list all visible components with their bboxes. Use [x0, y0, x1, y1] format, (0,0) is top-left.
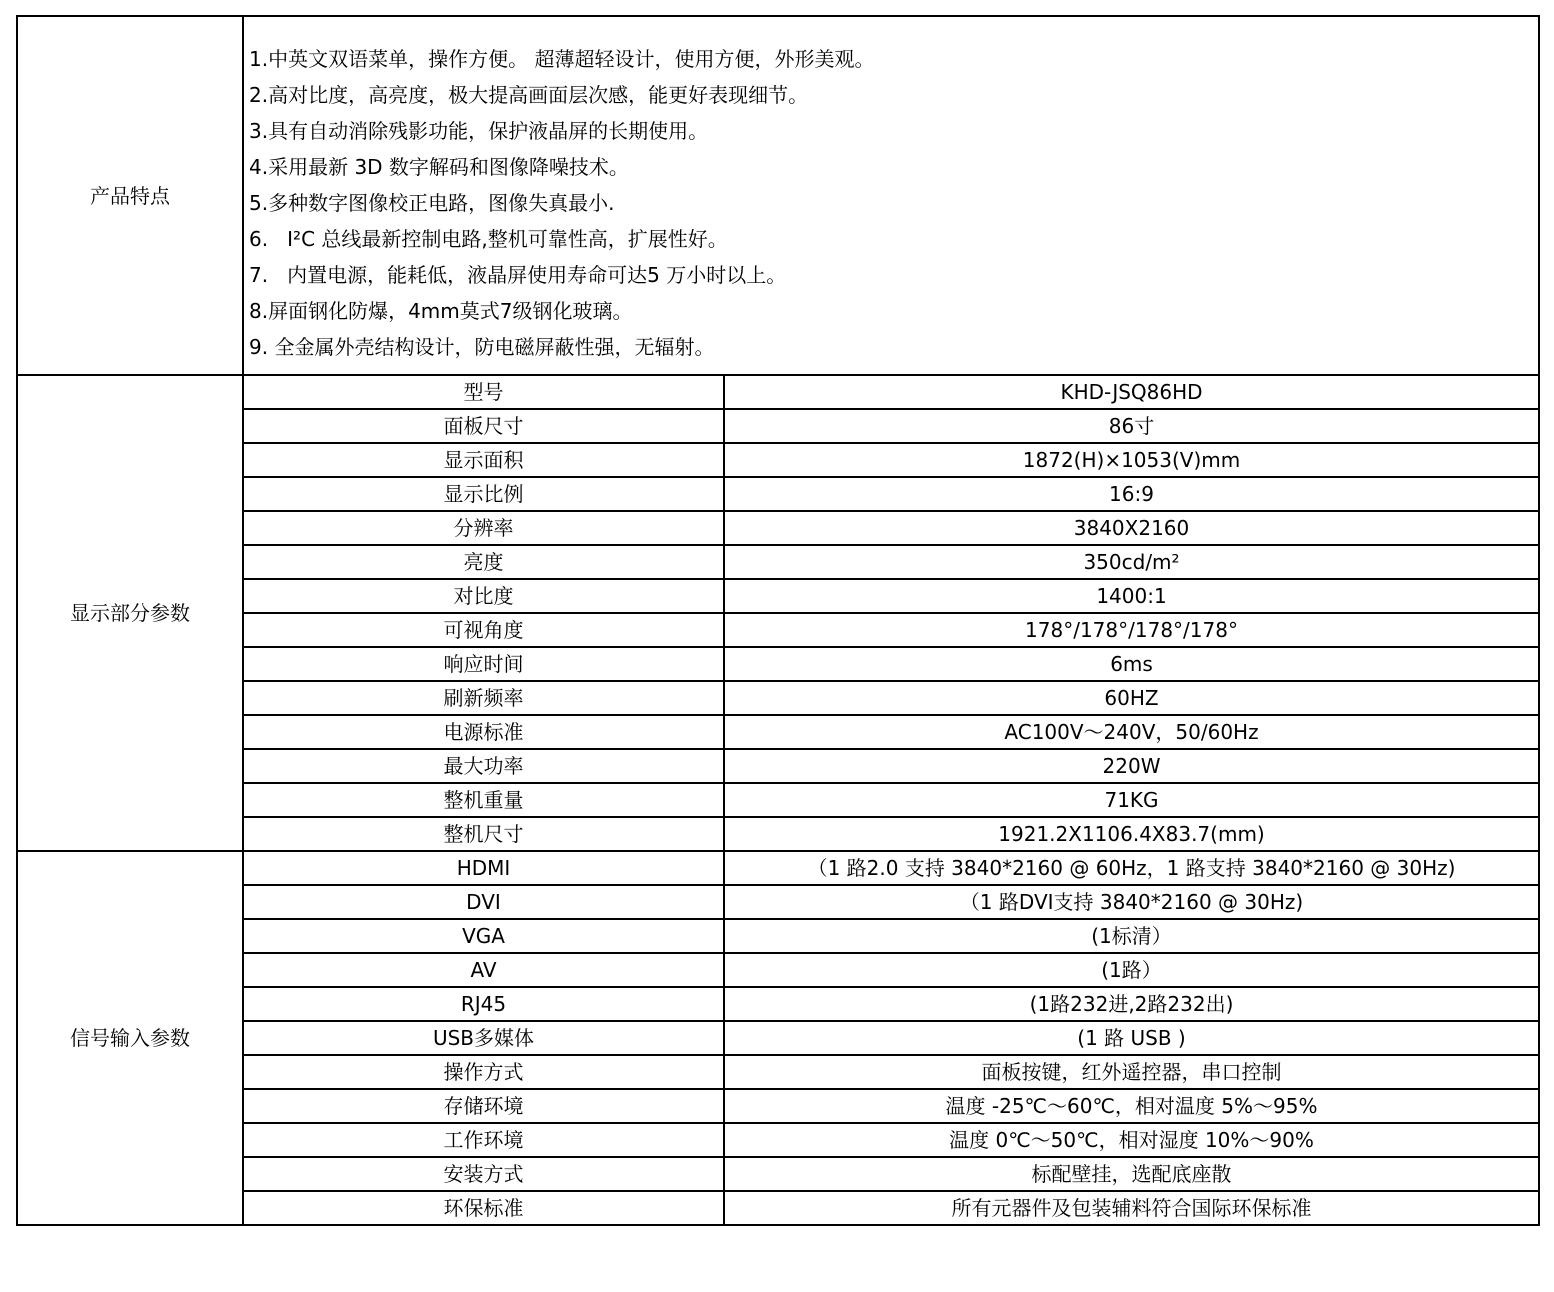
param-value: KHD-JSQ86HD [724, 375, 1539, 409]
feature-item: 4.采用最新 3D 数字解码和图像降噪技术。 [249, 154, 629, 179]
param-value: 60HZ [724, 681, 1539, 715]
param-name: 电源标准 [243, 715, 724, 749]
param-value: 温度 -25℃～60℃，相对温度 5%～95% [724, 1089, 1539, 1123]
spec-table-body [17, 16, 1539, 1225]
feature-item: 6. I²C 总线最新控制电路,整机可靠性高，扩展性好。 [249, 226, 728, 251]
param-value: 3840X2160 [724, 511, 1539, 545]
param-value: 220W [724, 749, 1539, 783]
feature-item: 8.屏面钢化防爆，4mm莫式7级钢化玻璃。 [249, 298, 633, 323]
param-name: 亮度 [243, 545, 724, 579]
param-name: DVI [243, 885, 724, 919]
param-value: AC100V～240V，50/60Hz [724, 715, 1539, 749]
param-name: 显示比例 [243, 477, 724, 511]
signal-param-row [17, 1123, 1539, 1157]
param-name: 型号 [243, 375, 724, 409]
param-name: USB多媒体 [243, 1021, 724, 1055]
param-value: (1标清） [724, 919, 1539, 953]
feature-item: 9. 全金属外壳结构设计，防电磁屏蔽性强，无辐射。 [249, 334, 715, 359]
param-value: 178°/178°/178°/178° [724, 613, 1539, 647]
spec-table [16, 15, 1540, 1226]
display-param-row [17, 545, 1539, 579]
param-name: AV [243, 953, 724, 987]
display-param-row [17, 477, 1539, 511]
signal-param-row [17, 1055, 1539, 1089]
param-value: （1 路2.0 支持 3840*2160 @ 60Hz，1 路支持 3840*2160 @ 30Hz) [724, 851, 1539, 885]
param-value: 1921.2X1106.4X83.7(mm) [724, 817, 1539, 851]
param-name: 面板尺寸 [243, 409, 724, 443]
param-name: 安装方式 [243, 1157, 724, 1191]
signal-param-row [17, 1089, 1539, 1123]
param-value: 350cd/m² [724, 545, 1539, 579]
feature-item: 3.具有自动消除残影功能，保护液晶屏的长期使用。 [249, 118, 709, 143]
feature-list [244, 23, 1538, 369]
signal-param-row [17, 987, 1539, 1021]
param-value: 面板按键，红外遥控器，串口控制 [724, 1055, 1539, 1089]
display-param-row [17, 613, 1539, 647]
display-param-row [17, 817, 1539, 851]
param-name: 响应时间 [243, 647, 724, 681]
param-value: 1400:1 [724, 579, 1539, 613]
features-row [17, 16, 1539, 375]
param-name: 分辨率 [243, 511, 724, 545]
display-param-row [17, 511, 1539, 545]
display-param-row [17, 749, 1539, 783]
param-name: 环保标准 [243, 1191, 724, 1225]
signal-param-row [17, 1157, 1539, 1191]
signal-param-row [17, 919, 1539, 953]
param-name: 可视角度 [243, 613, 724, 647]
param-value: (1路232进,2路232出) [724, 987, 1539, 1021]
display-param-row [17, 579, 1539, 613]
param-name: 操作方式 [243, 1055, 724, 1089]
param-name: RJ45 [243, 987, 724, 1021]
features-section-label: 产品特点 [17, 16, 243, 375]
param-name: 工作环境 [243, 1123, 724, 1157]
param-name: 整机重量 [243, 783, 724, 817]
display-param-row [17, 783, 1539, 817]
param-name: 最大功率 [243, 749, 724, 783]
param-value: 温度 0℃～50℃，相对湿度 10%～90% [724, 1123, 1539, 1157]
param-name: 对比度 [243, 579, 724, 613]
display-param-row [17, 409, 1539, 443]
feature-item: 2.高对比度，高亮度，极大提高画面层次感，能更好表现细节。 [249, 82, 809, 107]
param-name: 整机尺寸 [243, 817, 724, 851]
display-param-row [17, 715, 1539, 749]
param-value: （1 路DVI支持 3840*2160 @ 30Hz) [724, 885, 1539, 919]
param-value: 71KG [724, 783, 1539, 817]
param-name: VGA [243, 919, 724, 953]
feature-item: 1.中英文双语菜单，操作方便。 超薄超轻设计，使用方便，外形美观。 [249, 46, 875, 71]
param-name: 存储环境 [243, 1089, 724, 1123]
signal-param-row [17, 851, 1539, 885]
param-name: 刷新频率 [243, 681, 724, 715]
display-param-row [17, 647, 1539, 681]
signal-param-row [17, 885, 1539, 919]
display-param-row [17, 681, 1539, 715]
param-value: 6ms [724, 647, 1539, 681]
display-param-row [17, 375, 1539, 409]
display-param-row [17, 443, 1539, 477]
param-name: HDMI [243, 851, 724, 885]
param-value: (1 路 USB ) [724, 1021, 1539, 1055]
param-value: 16:9 [724, 477, 1539, 511]
signal-param-row [17, 1191, 1539, 1225]
feature-item: 7. 内置电源，能耗低，液晶屏使用寿命可达5 万小时以上。 [249, 262, 787, 287]
display-section-label: 显示部分参数 [17, 375, 243, 851]
signal-param-row [17, 953, 1539, 987]
signal-param-row [17, 1021, 1539, 1055]
signal-section-label: 信号输入参数 [17, 851, 243, 1225]
param-value: 1872(H)×1053(V)mm [724, 443, 1539, 477]
feature-item: 5.多种数字图像校正电路，图像失真最小. [249, 190, 615, 215]
param-value: (1路） [724, 953, 1539, 987]
param-value: 标配壁挂，选配底座散 [724, 1157, 1539, 1191]
features-cell [243, 16, 1539, 375]
param-value: 86寸 [724, 409, 1539, 443]
param-name: 显示面积 [243, 443, 724, 477]
param-value: 所有元器件及包装辅料符合国际环保标准 [724, 1191, 1539, 1225]
